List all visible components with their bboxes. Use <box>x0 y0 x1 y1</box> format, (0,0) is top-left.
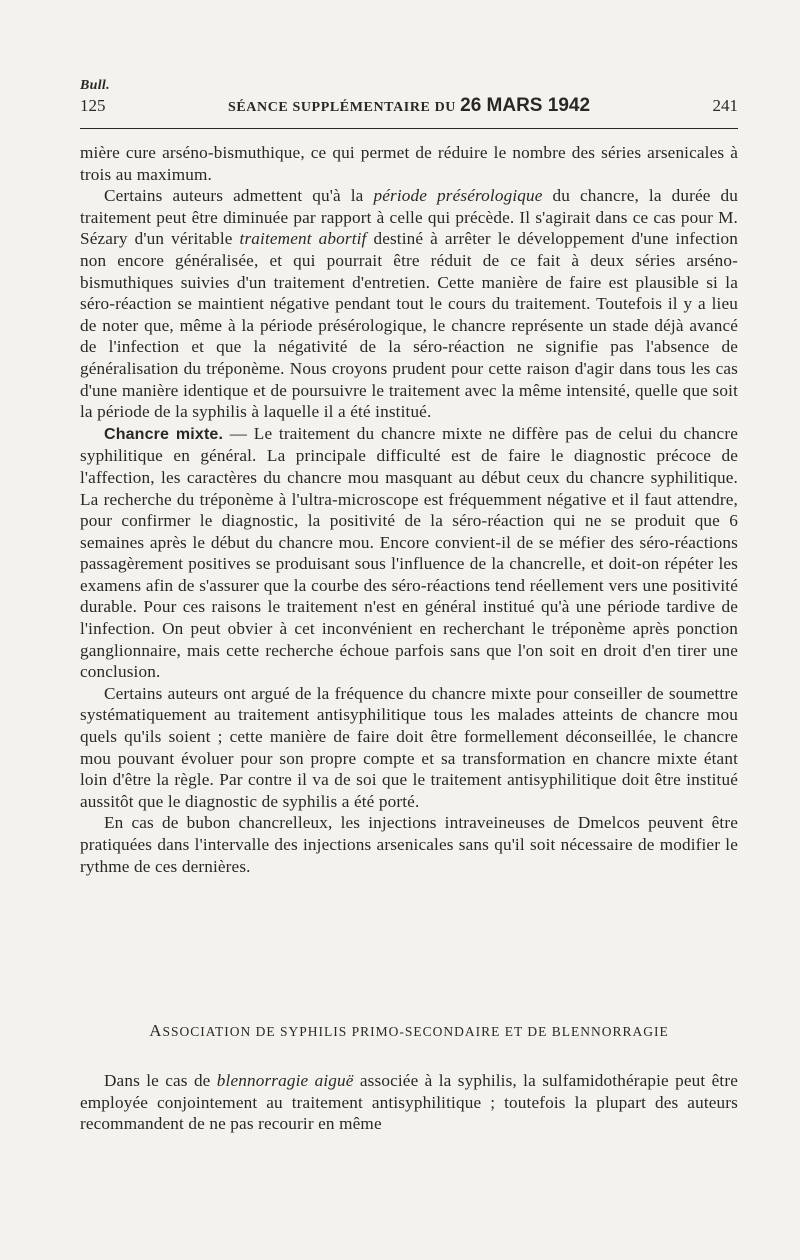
section-paragraph-a: Dans le cas de <box>104 1071 217 1090</box>
paragraph-2 <box>80 185 738 423</box>
paragraph-3 <box>80 423 738 683</box>
section-title-cap: A <box>149 1021 163 1040</box>
journal-abbrev: Bull. <box>80 78 110 93</box>
header-title-prefix: SÉANCE SUPPLÉMENTAIRE DU <box>227 100 461 115</box>
header-rule <box>80 128 738 129</box>
header-title <box>80 93 738 121</box>
paragraph-3-body: — Le traitement du chancre mixte ne diffère pas de celui du chancre syphilitique en général. La principale difficulté est de faire le diagnostic précoce de l'affection, les caractères du chancre mou masquant au début ceux du chancre syphilitique. La recherche du tréponème à l'ultra-microscope est fréquemment négative et il faut attendre, pour confirmer le diagnostic, la positivité de la séro-réaction qui ne se produit que 6 semaines après le début du chancre mou. Encore convient-il de se méfier des séro-réactions passagèrement positives se produisant sous l'influence de la chancrelle, et doit-on répéter les examens afin de s'assurer que la courbe des séro-réactions tend réellement vers une positivité durable. Pour ces raisons le traitement n'est en général institué qu'à une période tardive de l'infection. On peut obvier à cet inconvénient en recherchant le tréponème après ponction ganglionnaire, mais cette recherche échoue parfois sans que l'on soit en droit d'en tirer une conclusion. <box>80 423 738 682</box>
main-text <box>80 142 738 877</box>
page-number: 241 <box>712 96 738 115</box>
paragraph-2-b: du chancre, la durée du traitement peut être diminuée par rapport à celle qui précède. Il s'agirait dans ce cas pour M. Sézary d'un véritable <box>80 186 738 249</box>
paragraph-2-c: destiné à arrêter le développement d'une infection non encore généralisée, et qui pourrait être réduit de ce fait à deux séries arséno-bismuthiques suivies d'un traitement d'entretien. Cette manière de faire est plausible si la séro-réaction se maintient négative pendant tout le cours du traitement. Toutefois il y a lieu de noter que, même à la période présérologique, le chancre représente un stade déjà avancé de l'infection et que la négativité de la séro-réaction ne signifie pas l'absence de généralisation du tréponème. Nous croyons prudent pour cette raison d'agir dans tous les cas d'une manière identique et de poursuivre le traitement avec la même intensité, quelle que soit la période de la syphilis à laquelle il a été institué. <box>80 229 738 422</box>
running-header <box>80 93 738 121</box>
section-paragraph <box>80 1070 738 1135</box>
paragraph-2-a: Certains auteurs admettent qu'à la <box>104 186 374 206</box>
paragraph-5: En cas de bubon chancrelleux, les injections intraveineuses de Dmelcos peuvent être pratiquées dans l'intervalle des injections arsenicales sans qu'il soit nécessaire de modifier le rythme de ces dernières. <box>80 813 738 876</box>
section-paragraph-b: associée à la syphilis, la sulfamidothérapie peut être employée conjointement au traitement antisyphilitique ; toutefois la plupart des auteurs recommandent de ne pas recourir en même <box>80 1071 738 1134</box>
emphasis-blennorragie: blennorragie aiguë <box>216 1071 354 1090</box>
section-text <box>80 1070 738 1135</box>
emphasis-traitement-abortif: traitement abortif <box>239 229 367 249</box>
section-title <box>80 1021 738 1042</box>
emphasis-preserologique: période présérologique <box>373 186 543 206</box>
subheading-chancre-mixte: Chancre mixte. <box>104 425 224 443</box>
paragraph-4: Certains auteurs ont argué de la fréquence du chancre mixte pour conseiller de soumettre systématiquement au traitement antisyphilitique tous les malades atteints de chancre mou quels qu'ils soient ; cette manière de faire doit être formellement déconseillée, le chancre mou pouvant évoluer pour son propre compte et sa transformation en chancre mixte étant loin d'être la règle. Par contre il va de soi que le traitement antisyphilitique doit être institué aussitôt que le diagnostic de syphilis a été porté. <box>80 683 738 811</box>
paragraph-1: mière cure arséno-bismuthique, ce qui permet de réduire le nombre des séries arsenicales à trois au maximum. <box>80 143 738 184</box>
section-title-rest: SSOCIATION DE SYPHILIS PRIMO-SECONDAIRE ET DE BLENNORRAGIE <box>162 1024 669 1039</box>
header-left-number: 125 <box>80 96 106 115</box>
header-title-date: 26 MARS 1942 <box>460 95 591 116</box>
